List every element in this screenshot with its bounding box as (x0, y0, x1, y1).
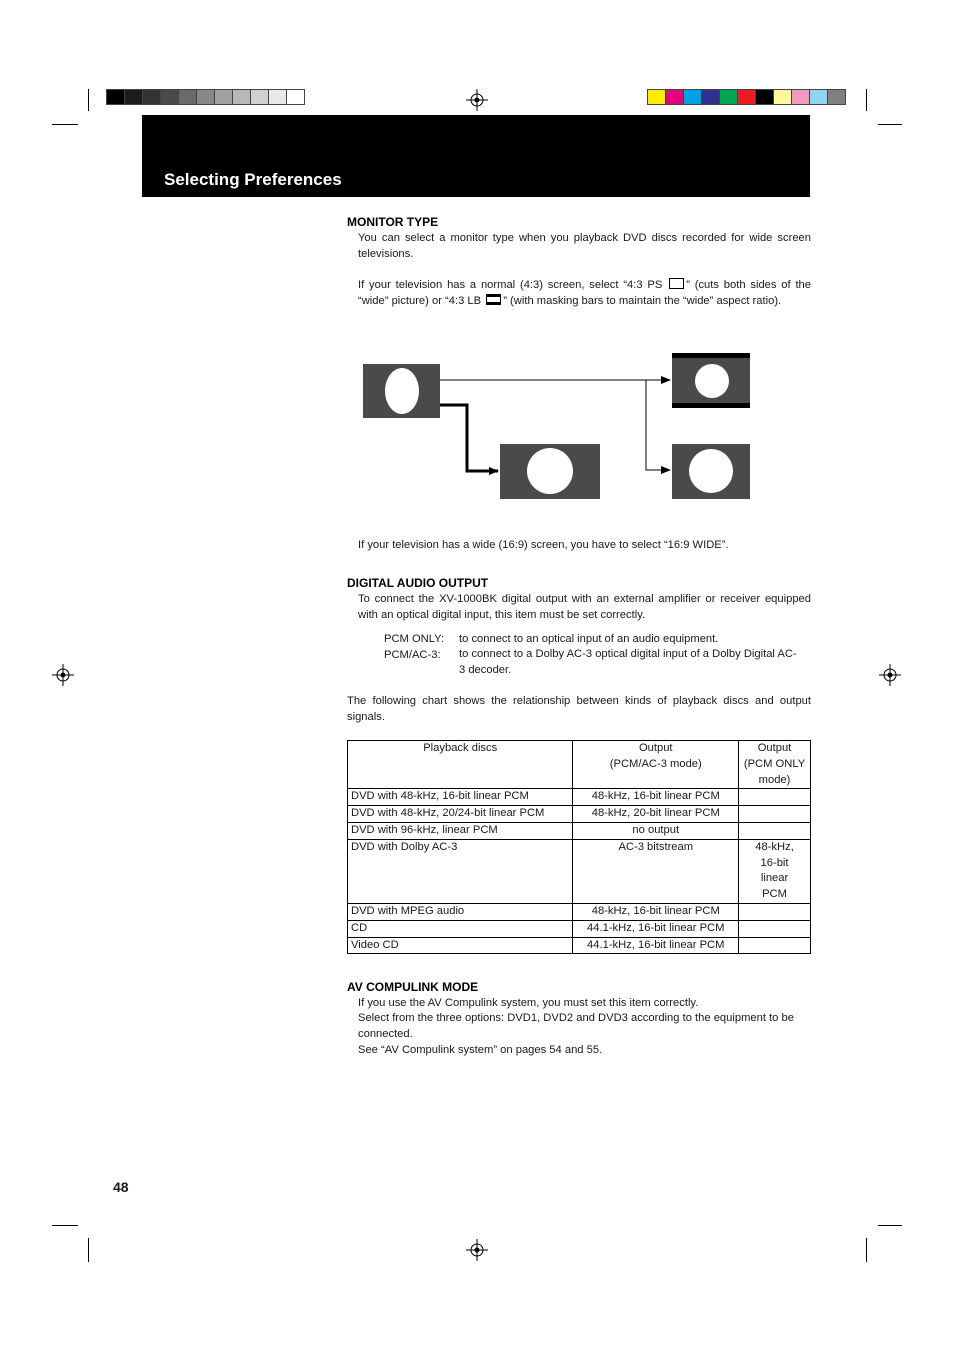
table-cell-disc: DVD with 48-kHz, 20/24-bit linear PCM (348, 806, 573, 823)
table-cell-ac3-output: 48-kHz, 20-bit linear PCM (573, 806, 739, 823)
table-cell-ac3-output: 44.1-kHz, 16-bit linear PCM (573, 920, 739, 937)
option-label-pcm-only: PCM ONLY: (384, 633, 445, 645)
digital-audio-intro: To connect the XV-1000BK digital output with an external amplifier or receiver equipped with an optical digital input, this item must be set correctly. (358, 593, 811, 621)
output-table (347, 740, 811, 954)
registration-mark-icon (879, 664, 901, 686)
color-swatch (268, 89, 287, 105)
color-swatch (755, 89, 774, 105)
table-cell-pcm-output: 48-kHz, 16-bit linear PCM (739, 839, 811, 903)
option-desc-pcm-ac3: to connect to a Dolby AC-3 optical digital input of a Dolby Digital AC-3 decoder. (459, 648, 797, 676)
table-cell-disc: DVD with MPEG audio (348, 903, 573, 920)
av-compulink-heading: AV COMPULINK MODE (347, 980, 479, 994)
table-row (348, 806, 811, 823)
table-cell-disc: DVD with 48-kHz, 16-bit linear PCM (348, 789, 573, 806)
monitor-type-intro: You can select a monitor type when you playback DVD discs recorded for wide screen televisions. (358, 232, 811, 260)
crop-mark (866, 89, 867, 111)
monitor-type-heading: MONITOR TYPE (347, 215, 439, 229)
crop-mark (88, 1238, 89, 1262)
digital-audio-heading: DIGITAL AUDIO OUTPUT (347, 576, 489, 590)
crop-mark (52, 124, 78, 125)
ps-screen-icon (669, 278, 684, 289)
color-swatch (647, 89, 666, 105)
table-cell-ac3-output: no output (573, 822, 739, 839)
crop-mark (878, 1225, 902, 1226)
table-cell-ac3-output: AC-3 bitstream (573, 839, 739, 903)
crop-mark (88, 89, 89, 111)
letterbox-picture (672, 353, 750, 408)
crop-mark (52, 1225, 78, 1226)
table-cell-ac3-output: 48-kHz, 16-bit linear PCM (573, 903, 739, 920)
av-compulink-line1: If you use the AV Compulink system, you must set this item correctly. (358, 997, 699, 1009)
chart-intro: The following chart shows the relationship between kinds of playback discs and output signals. (347, 695, 811, 723)
table-row (348, 937, 811, 954)
color-swatch (142, 89, 161, 105)
table-header-cell: Output (PCM ONLY mode) (739, 741, 811, 789)
table-cell-disc: CD (348, 920, 573, 937)
table-cell-pcm-output (739, 920, 811, 937)
av-compulink-line3: See “AV Compulink system” on pages 54 and 55. (358, 1044, 603, 1056)
registration-mark-icon (466, 89, 488, 111)
color-swatch (178, 89, 197, 105)
color-swatch (701, 89, 720, 105)
lb-screen-icon (486, 294, 501, 305)
table-row (348, 839, 811, 903)
table-cell-ac3-output: 44.1-kHz, 16-bit linear PCM (573, 937, 739, 954)
color-swatch (665, 89, 684, 105)
color-swatch (791, 89, 810, 105)
section-banner (142, 115, 810, 197)
table-cell-disc: DVD with Dolby AC-3 (348, 839, 573, 903)
table-row (348, 903, 811, 920)
monitor-type-wide: If your television has a wide (16:9) screen, you have to select “16:9 WIDE”. (358, 539, 729, 551)
color-swatch (719, 89, 738, 105)
wide-picture (500, 444, 600, 499)
color-swatch (232, 89, 251, 105)
table-cell-ac3-output: 48-kHz, 16-bit linear PCM (573, 789, 739, 806)
normal-text-part1: If your television has a normal (4:3) screen, select “4:3 PS (358, 279, 663, 291)
pan-scan-picture (672, 444, 750, 499)
table-cell-pcm-output (739, 822, 811, 839)
option-desc-pcm-only: to connect to an optical input of an audio equipment. (459, 633, 719, 645)
color-swatch (286, 89, 305, 105)
color-swatch (124, 89, 143, 105)
aspect-ratio-diagram (362, 350, 754, 503)
monitor-type-normal (358, 278, 811, 310)
normal-text-part3: ” (with masking bars to maintain the “wide” aspect ratio). (503, 294, 782, 307)
table-row (348, 789, 811, 806)
color-swatch (106, 89, 125, 105)
page-number: 48 (113, 1179, 129, 1195)
table-row (348, 822, 811, 839)
table-header-cell: Output (PCM/AC-3 mode) (573, 741, 739, 789)
normal-text-part2: ” (cuts both sides of the “wide” picture) or “4:3 LB (358, 279, 812, 307)
registration-mark-icon (52, 664, 74, 686)
color-swatch (160, 89, 179, 105)
table-row (348, 920, 811, 937)
source-picture (363, 364, 440, 418)
page-title: Selecting Preferences (164, 170, 342, 189)
color-swatch (196, 89, 215, 105)
color-swatch (214, 89, 233, 105)
color-swatch (683, 89, 702, 105)
option-label-pcm-ac3: PCM/AC-3: (384, 649, 441, 661)
color-swatch (250, 89, 269, 105)
color-swatch (827, 89, 846, 105)
table-header-cell: Playback discs (348, 741, 573, 789)
table-cell-pcm-output (739, 903, 811, 920)
table-cell-pcm-output (739, 789, 811, 806)
color-swatch (809, 89, 828, 105)
table-cell-pcm-output (739, 806, 811, 823)
crop-mark (866, 1238, 867, 1262)
av-compulink-line2: Select from the three options: DVD1, DVD2 and DVD3 according to the equipment to be connected. (358, 1012, 794, 1040)
table-cell-pcm-output (739, 937, 811, 954)
registration-mark-icon (466, 1239, 488, 1261)
color-swatch (773, 89, 792, 105)
color-swatch (737, 89, 756, 105)
crop-mark (878, 124, 902, 125)
table-header-row (348, 741, 811, 789)
table-cell-disc: DVD with 96-kHz, linear PCM (348, 822, 573, 839)
table-cell-disc: Video CD (348, 937, 573, 954)
